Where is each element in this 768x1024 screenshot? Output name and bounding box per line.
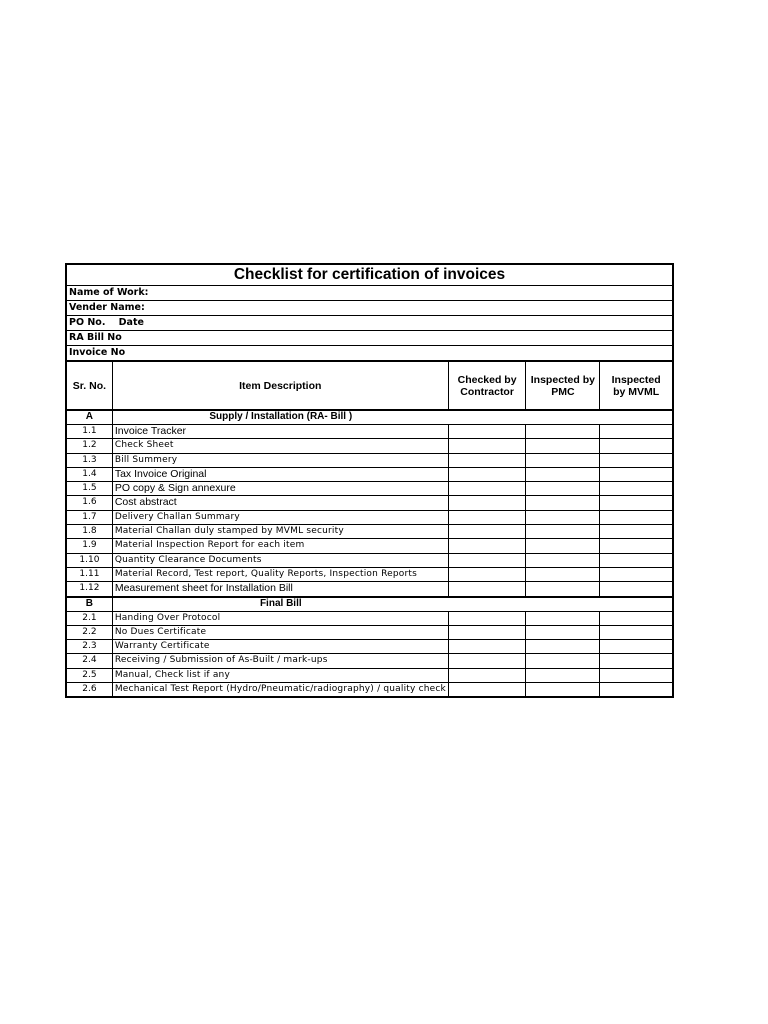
name-of-work-field: Name of Work: bbox=[67, 286, 672, 301]
checked-contractor-cell[interactable] bbox=[449, 654, 527, 667]
table-row bbox=[67, 654, 672, 668]
row-item-description: Material Record, Test report, Quality Reports, Inspection Reports bbox=[113, 568, 449, 581]
inspected-pmc-cell[interactable] bbox=[526, 511, 600, 524]
checked-contractor-cell[interactable] bbox=[449, 468, 527, 481]
section-header-a bbox=[67, 410, 672, 425]
row-sr-no: 2.2 bbox=[67, 626, 113, 639]
table-row bbox=[67, 568, 672, 582]
row-item-description: Measurement sheet for Installation Bill bbox=[113, 582, 449, 595]
row-item-description: Invoice Tracker bbox=[113, 425, 449, 438]
table-row bbox=[67, 669, 672, 683]
section-blank bbox=[449, 411, 672, 424]
row-sr-no: 2.5 bbox=[67, 669, 113, 682]
row-item-description: Cost abstract bbox=[113, 496, 449, 509]
checked-contractor-cell[interactable] bbox=[449, 626, 527, 639]
inspected-pmc-cell[interactable] bbox=[526, 612, 600, 625]
inspected-pmc-cell[interactable] bbox=[526, 683, 600, 696]
row-item-description: PO copy & Sign annexure bbox=[113, 482, 449, 495]
table-row bbox=[67, 482, 672, 496]
table-row bbox=[67, 612, 672, 626]
checked-contractor-cell[interactable] bbox=[449, 425, 527, 438]
row-item-description: Bill Summery bbox=[113, 454, 449, 467]
inspected-mvml-cell[interactable] bbox=[600, 454, 672, 467]
section-title: Supply / Installation (RA- Bill ) bbox=[209, 411, 353, 422]
inspected-mvml-cell[interactable] bbox=[600, 525, 672, 538]
inspected-mvml-cell[interactable] bbox=[600, 669, 672, 682]
section-blank bbox=[449, 598, 672, 611]
invoice-checklist-sheet bbox=[65, 263, 674, 698]
col-sr-no: Sr. No. bbox=[67, 362, 113, 409]
ra-bill-no-field: RA Bill No bbox=[67, 331, 672, 346]
inspected-mvml-cell[interactable] bbox=[600, 511, 672, 524]
checked-contractor-cell[interactable] bbox=[449, 554, 527, 567]
inspected-mvml-cell[interactable] bbox=[600, 539, 672, 552]
row-item-description: Warranty Certificate bbox=[113, 640, 449, 653]
table-row bbox=[67, 554, 672, 568]
table-row bbox=[67, 539, 672, 553]
table-row bbox=[67, 582, 672, 596]
table-row bbox=[67, 454, 672, 468]
checked-contractor-cell[interactable] bbox=[449, 454, 527, 467]
row-item-description: Check Sheet bbox=[113, 439, 449, 452]
inspected-mvml-cell[interactable] bbox=[600, 482, 672, 495]
inspected-pmc-cell[interactable] bbox=[526, 539, 600, 552]
row-sr-no: 1.10 bbox=[67, 554, 113, 567]
table-row bbox=[67, 511, 672, 525]
inspected-pmc-cell[interactable] bbox=[526, 425, 600, 438]
row-item-description: Material Inspection Report for each item bbox=[113, 539, 449, 552]
vender-name-field: Vender Name: bbox=[67, 301, 672, 316]
inspected-pmc-cell[interactable] bbox=[526, 669, 600, 682]
po-no-date-field: PO No. Date bbox=[67, 316, 672, 331]
row-sr-no: 1.1 bbox=[67, 425, 113, 438]
inspected-pmc-cell[interactable] bbox=[526, 482, 600, 495]
checked-contractor-cell[interactable] bbox=[449, 496, 527, 509]
page-title: Checklist for certification of invoices bbox=[67, 265, 672, 286]
row-item-description: No Dues Certificate bbox=[113, 626, 449, 639]
inspected-pmc-cell[interactable] bbox=[526, 626, 600, 639]
section-title: Final Bill bbox=[259, 597, 302, 609]
row-sr-no: 2.1 bbox=[67, 612, 113, 625]
inspected-pmc-cell[interactable] bbox=[526, 496, 600, 509]
table-row bbox=[67, 425, 672, 439]
table-row bbox=[67, 439, 672, 453]
col-item-description: Item Description bbox=[113, 362, 449, 409]
table-row bbox=[67, 626, 672, 640]
inspected-pmc-cell[interactable] bbox=[526, 654, 600, 667]
row-sr-no: 1.12 bbox=[67, 582, 113, 595]
row-sr-no: 2.6 bbox=[67, 683, 113, 696]
inspected-mvml-cell[interactable] bbox=[600, 626, 672, 639]
inspected-mvml-cell[interactable] bbox=[600, 683, 672, 696]
row-sr-no: 1.9 bbox=[67, 539, 113, 552]
checked-contractor-cell[interactable] bbox=[449, 525, 527, 538]
inspected-pmc-cell[interactable] bbox=[526, 554, 600, 567]
inspected-pmc-cell[interactable] bbox=[526, 439, 600, 452]
table-row bbox=[67, 468, 672, 482]
inspected-pmc-cell[interactable] bbox=[526, 468, 600, 481]
row-sr-no: 1.6 bbox=[67, 496, 113, 509]
inspected-mvml-cell[interactable] bbox=[600, 640, 672, 653]
checked-contractor-cell[interactable] bbox=[449, 568, 527, 581]
row-sr-no: 1.8 bbox=[67, 525, 113, 538]
table-body bbox=[67, 410, 672, 696]
inspected-pmc-cell[interactable] bbox=[526, 640, 600, 653]
row-item-description: Delivery Challan Summary bbox=[113, 511, 449, 524]
row-sr-no: 1.2 bbox=[67, 439, 113, 452]
section-code: A bbox=[67, 411, 113, 424]
inspected-mvml-cell[interactable] bbox=[600, 612, 672, 625]
inspected-pmc-cell[interactable] bbox=[526, 568, 600, 581]
table-header bbox=[67, 362, 672, 410]
row-item-description: Manual, Check list if any bbox=[113, 669, 449, 682]
col-inspected-pmc: Inspected by PMC bbox=[526, 362, 600, 409]
checked-contractor-cell[interactable] bbox=[449, 582, 527, 595]
row-item-description: Mechanical Test Report (Hydro/Pneumatic/radiography) / quality check bbox=[113, 683, 449, 696]
row-sr-no: 1.3 bbox=[67, 454, 113, 467]
checked-contractor-cell[interactable] bbox=[449, 669, 527, 682]
checked-contractor-cell[interactable] bbox=[449, 683, 527, 696]
row-sr-no: 1.11 bbox=[67, 568, 113, 581]
inspected-mvml-cell[interactable] bbox=[600, 654, 672, 667]
invoice-no-field: Invoice No bbox=[67, 346, 672, 362]
row-item-description: Material Challan duly stamped by MVML security bbox=[113, 525, 449, 538]
inspected-mvml-cell[interactable] bbox=[600, 468, 672, 481]
section-code: B bbox=[67, 598, 113, 611]
section-header-b bbox=[67, 597, 672, 612]
inspected-mvml-cell[interactable] bbox=[600, 425, 672, 438]
row-sr-no: 1.7 bbox=[67, 511, 113, 524]
row-item-description: Handing Over Protocol bbox=[113, 612, 449, 625]
checked-contractor-cell[interactable] bbox=[449, 640, 527, 653]
table-row bbox=[67, 640, 672, 654]
table-row bbox=[67, 683, 672, 696]
inspected-mvml-cell[interactable] bbox=[600, 439, 672, 452]
inspected-mvml-cell[interactable] bbox=[600, 496, 672, 509]
inspected-mvml-cell[interactable] bbox=[600, 554, 672, 567]
checked-contractor-cell[interactable] bbox=[449, 539, 527, 552]
row-sr-no: 1.5 bbox=[67, 482, 113, 495]
inspected-pmc-cell[interactable] bbox=[526, 525, 600, 538]
col-checked-contractor: Checked by Contractor bbox=[449, 362, 527, 409]
row-sr-no: 2.4 bbox=[67, 654, 113, 667]
table-row bbox=[67, 525, 672, 539]
checked-contractor-cell[interactable] bbox=[449, 439, 527, 452]
checked-contractor-cell[interactable] bbox=[449, 511, 527, 524]
table-row bbox=[67, 496, 672, 510]
row-sr-no: 1.4 bbox=[67, 468, 113, 481]
checked-contractor-cell[interactable] bbox=[449, 482, 527, 495]
inspected-mvml-cell[interactable] bbox=[600, 568, 672, 581]
row-sr-no: 2.3 bbox=[67, 640, 113, 653]
row-item-description: Quantity Clearance Documents bbox=[113, 554, 449, 567]
inspected-pmc-cell[interactable] bbox=[526, 454, 600, 467]
row-item-description: Tax Invoice Original bbox=[113, 468, 449, 481]
inspected-pmc-cell[interactable] bbox=[526, 582, 600, 595]
checked-contractor-cell[interactable] bbox=[449, 612, 527, 625]
col-inspected-mvml: Inspected by MVML bbox=[611, 373, 661, 398]
inspected-mvml-cell[interactable] bbox=[600, 582, 672, 595]
row-item-description: Receiving / Submission of As-Built / mark-ups bbox=[113, 654, 449, 667]
